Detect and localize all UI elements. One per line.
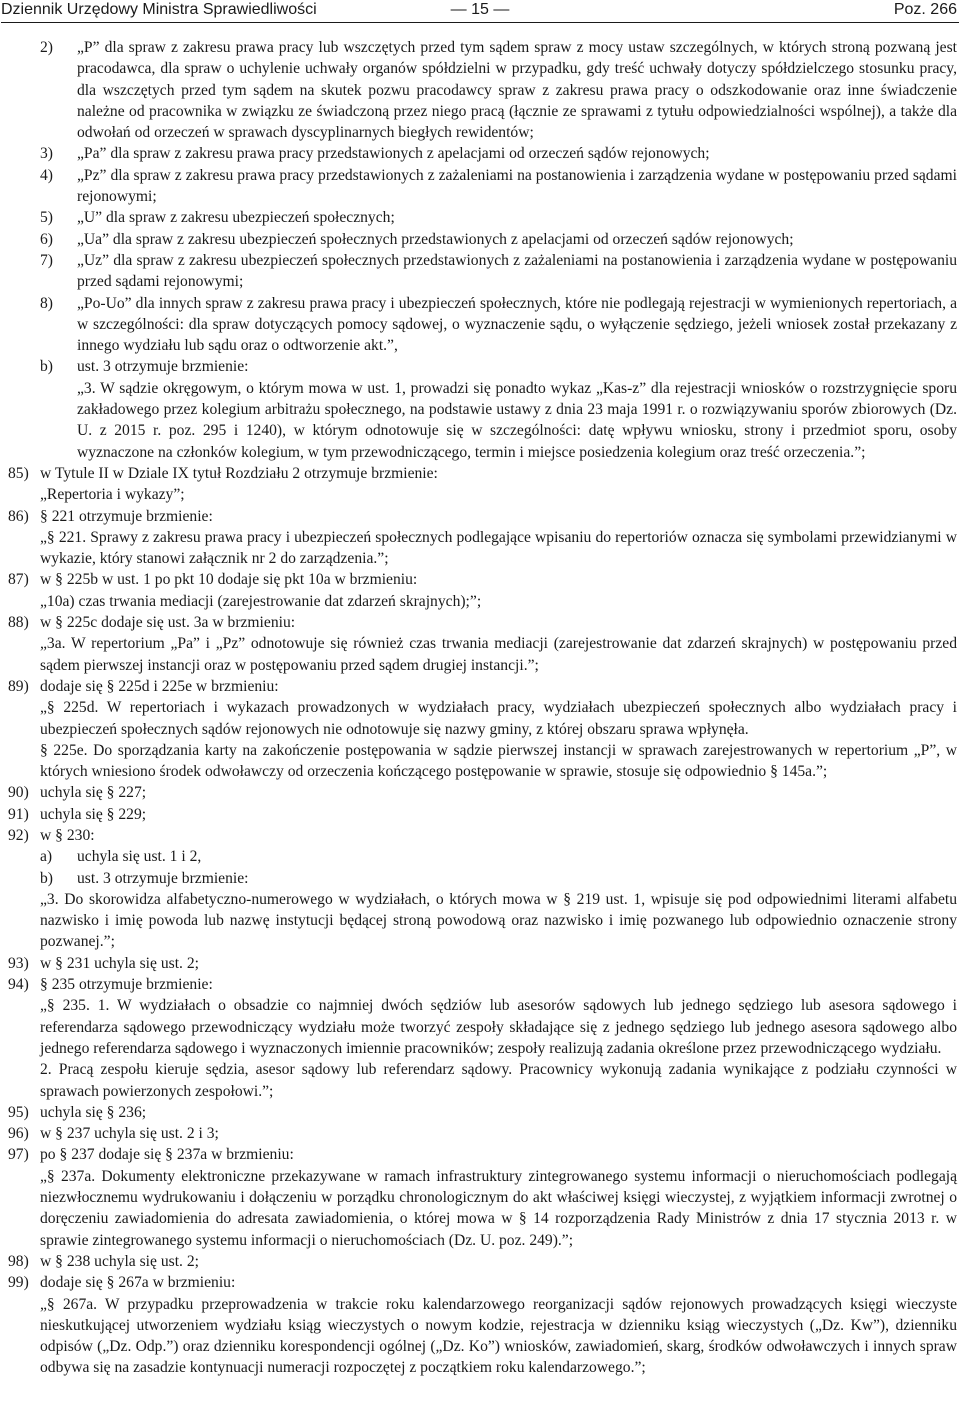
list-item: [0, 825, 960, 846]
item-text: „Ua” dla spraw z zakresu ubezpieczeń społecznych przedstawionych z apelacjami od orzeczeń sądów rejonowych;: [77, 230, 794, 248]
item-text: „Po-Uo” dla innych spraw z zakresu prawa pracy i ubezpieczeń społecznych, które nie podlegają rejestracji w wymienionych repertoriach, a w szczególności: dla spraw dotyczących pomocy sądowej, o wyznaczenie sądu, o wyłączenie sędziego, jeżeli wniosek został przekazany z innego wydziału lub sądu oraz o odtworzenie akt.”,: [77, 294, 957, 355]
item-number: 85): [8, 464, 29, 482]
page-header: [1, 0, 959, 23]
list-item: [0, 37, 960, 143]
item-text: „P” dla spraw z zakresu prawa pracy lub wszczętych przed tym sądem spraw z mocy ustaw szczególnych, w których stroną pozwaną jest pracodawca, dla spraw o uchylenie uchwały organów spółdzielni w przypadku, gdy treść uchwały dotyczy spółdzielczego stosunku pracy, dla wszczętych przed tym sądem na skutek pozwu pracodawcy spraw z zakresu prawa pracy o odszkodowanie oraz inne świadczenie należne od pracownika w związku ze świadczoną przez niego pracą (łącznie ze sprawami z tytułu odpowiedzialności wspólnej), a także dla odwołań od orzeczeń w sprawach dyscyplinarnych biegłych rewidentów;: [77, 39, 957, 142]
quoted-paragraph: [0, 1059, 960, 1102]
item-text: § 225e. Do sporządzania karty na zakończenie postępowania w sądzie pierwszej instancji w sprawach zarejestrowanych w repertorium „P”, w których wniesiono środek odwoławczy od orzeczenia kończącego postępowanie w sprawie, stosuje się odpowiednio § 145a.”;: [40, 741, 957, 781]
quoted-paragraph: [0, 591, 960, 612]
item-text: ust. 3 otrzymuje brzmienie:: [77, 358, 249, 376]
list-item: [0, 1123, 960, 1144]
item-number: b): [40, 358, 53, 376]
item-number: 95): [8, 1103, 29, 1121]
quoted-paragraph: [0, 697, 960, 740]
item-text: w § 230:: [40, 826, 95, 844]
item-text: „§ 267a. W przypadku przeprowadzenia w trakcie roku kalendarzowego reorganizacji sądów rejonowych prowadzących księgi wieczyste nieskutkującej utworzeniem wydziału ksiąg wieczystych o nowym kodzie, rejestracja w dzienniku ksiąg wieczystych („Dz. Kw”), dzienniku odpisów („Dz. Odp.”) oraz dzienniku korespondencji ogólnej („Dz. Ko”) wniosków, zawiadomień, skarg, środków odwoławczych i innych spraw odbywa się na zasadzie kontynuacji numeracji rozpoczętej z początkiem roku kalendarzowego.”;: [40, 1295, 957, 1377]
item-number: 90): [8, 784, 29, 802]
list-item: [0, 250, 960, 293]
item-number: 89): [8, 677, 29, 695]
item-number: a): [40, 848, 53, 866]
item-number: 94): [8, 976, 29, 994]
item-number: 3): [40, 145, 53, 163]
list-item: [0, 229, 960, 250]
list-item: [0, 612, 960, 633]
item-number: 8): [40, 294, 53, 312]
item-text: uchyla się ust. 1 i 2,: [77, 848, 202, 866]
item-text: „Pz” dla spraw z zakresu prawa pracy przedstawionych z zażaleniami na postanowienia i zarządzenia wydane w postępowaniu przed sądami rejonowymi;: [77, 166, 957, 206]
list-item: [0, 846, 960, 867]
item-text: po § 237 dodaje się § 237a w brzmieniu:: [40, 1146, 294, 1164]
item-text: dodaje się § 267a w brzmieniu:: [40, 1274, 236, 1292]
item-text: § 235 otrzymuje brzmienie:: [40, 976, 213, 994]
item-number: b): [40, 869, 53, 887]
item-number: 86): [8, 507, 29, 525]
item-text: 2. Pracą zespołu kieruje sędzia, asesor sądowy lub referendarz sądowy. Pracownicy wykonują zadania wynikające z podziału czynności w sprawach powierzonych zespołowi.”;: [40, 1061, 957, 1100]
item-text: w § 237 uchyla się ust. 2 i 3;: [40, 1125, 219, 1143]
item-text: dodaje się § 225d i 225e w brzmieniu:: [40, 677, 279, 695]
list-item: [0, 676, 960, 697]
list-item: [0, 1144, 960, 1165]
item-text: w § 225b w ust. 1 po pkt 10 dodaje się pkt 10a w brzmieniu:: [40, 571, 418, 589]
item-text: „§ 237a. Dokumenty elektroniczne przekazywane w ramach infrastruktury zintegrowanego systemu informacji o nieruchomościach podlegają niezwłocznemu wydrukowaniu i dołączeniu w porządku chronologicznym do akt właściwej księgi wieczystej, z wyjątkiem informacji zwrotnej o doręczeniu zawiadomienia do adresata zawiadomienia, o której mowa w § 14 rozporządzenia Rady Ministrów z dnia 17 stycznia 2013 r. w sprawie zintegrowanego systemu informacji o nieruchomościach (Dz. U. poz. 249).”;: [40, 1167, 957, 1249]
list-item: [0, 463, 960, 484]
item-number: 91): [8, 805, 29, 823]
item-number: 88): [8, 614, 29, 632]
quoted-paragraph: [0, 633, 960, 676]
item-text: „3a. W repertorium „Pa” i „Pz” odnotowuje się również czas trwania mediacji (zarejestrowanie dat zdarzeń skrajnych) w postępowaniu przed sądem pierwszej instancji oraz w postępowaniu przed sądem drugiej instancji.”;: [40, 635, 957, 674]
item-number: 98): [8, 1252, 29, 1270]
item-text: uchyla się § 227;: [40, 784, 147, 802]
item-text: w Tytule II w Dziale IX tytuł Rozdziału 2 otrzymuje brzmienie:: [40, 464, 438, 482]
item-number: 7): [40, 251, 53, 269]
item-text: „3. W sądzie okręgowym, o którym mowa w ust. 1, prowadzi się ponadto wykaz „Kas-z” dla rejestracji wniosków o rozstrzygnięcie sporu zakładowego przez kolegium arbitrażu społecznego, na podstawie ustawy z dnia 23 maja 1991 r. o rozwiązywaniu sporów zbiorowych (Dz. U. z 2015 r. poz. 295 i 1240), w którym odnotowuje się w szczególności: datę wpływu wniosku, strony i przedmiot sporu, osoby wyznaczone na członków kolegium, w tym przewodniczącego, termin i miejsce posiedzenia kolegium oraz treść orzeczenia.”;: [77, 379, 957, 461]
list-item: [0, 207, 960, 228]
item-text: uchyla się § 229;: [40, 805, 147, 823]
quoted-paragraph: [0, 1294, 960, 1379]
quoted-paragraph: [0, 1166, 960, 1251]
list-item: [0, 782, 960, 803]
list-item: [0, 1102, 960, 1123]
item-number: 2): [40, 39, 53, 56]
item-text: „U” dla spraw z zakresu ubezpieczeń społecznych;: [77, 209, 395, 227]
list-item: [0, 974, 960, 995]
item-text: § 221 otrzymuje brzmienie:: [40, 507, 213, 525]
list-item: [0, 868, 960, 889]
position-number: Poz. 266: [893, 1, 957, 18]
item-text: „10a) czas trwania mediacji (zarejestrowanie dat zdarzeń skrajnych);”;: [40, 592, 482, 610]
item-number: 99): [8, 1274, 29, 1292]
item-number: 87): [8, 571, 29, 589]
quoted-paragraph: [0, 740, 960, 783]
list-item: [0, 1272, 960, 1293]
document-body: [0, 37, 960, 1379]
journal-title: Dziennik Urzędowy Ministra Sprawiedliwości: [1, 1, 317, 18]
item-text: w § 238 uchyla się ust. 2;: [40, 1252, 199, 1270]
item-text: uchyla się § 236;: [40, 1103, 147, 1121]
quoted-paragraph: [0, 995, 960, 1059]
list-item: [0, 356, 960, 377]
item-number: 6): [40, 230, 53, 248]
item-number: 96): [8, 1125, 29, 1143]
item-text: „Pa” dla spraw z zakresu prawa pracy przedstawionych z apelacjami od orzeczeń sądów rejonowych;: [77, 145, 710, 163]
item-text: ust. 3 otrzymuje brzmienie:: [77, 869, 249, 887]
item-text: „§ 225d. W repertoriach i wykazach prowadzonych w wydziałach pracy, wydziałach ubezpieczeń społecznych albo wydziałach pracy i ubezpieczeń społecznych sądów rejonowych nie odnotowuje się nazwy gminy, z której obszaru sprawa wpłynęła.: [40, 699, 957, 738]
list-item: [0, 569, 960, 590]
quoted-paragraph: [0, 527, 960, 570]
item-number: 92): [8, 826, 29, 844]
quoted-paragraph: [0, 484, 960, 505]
list-item: [0, 1251, 960, 1272]
item-text: „§ 221. Sprawy z zakresu prawa pracy i ubezpieczeń społecznych podlegające wpisaniu do repertoriów oznacza się symbolami przewidzianymi w wykazie, który stanowi załącznik nr 2 do zarządzenia.”;: [40, 528, 957, 568]
item-number: 93): [8, 954, 29, 972]
quoted-paragraph: [0, 378, 960, 463]
list-item: [0, 165, 960, 208]
list-item: [0, 143, 960, 164]
list-item: [0, 293, 960, 357]
list-item: [0, 953, 960, 974]
list-item: [0, 804, 960, 825]
item-text: „3. Do skorowidza alfabetyczno-numerowego w wydziałach, o których mowa w § 219 ust. 1, wpisuje się pod odpowiednimi literami alfabetu nazwisko i imię powoda lub nazwę instytucji będącej stroną powodową oraz nazwisko i imię pozwanego lub odpowiednio oznaczenie strony pozwanej.”;: [40, 890, 957, 951]
item-text: w § 231 uchyla się ust. 2;: [40, 954, 199, 972]
page-number: — 15 —: [450, 1, 510, 18]
item-number: 97): [8, 1146, 29, 1164]
item-text: w § 225c dodaje się ust. 3a w brzmieniu:: [40, 614, 296, 632]
item-number: 5): [40, 209, 53, 227]
item-number: 4): [40, 166, 53, 184]
quoted-paragraph: [0, 889, 960, 953]
item-text: „§ 235. 1. W wydziałach o obsadzie co najmniej dwóch sędziów lub asesorów sądowych lub jednego sędziego lub asesora sądowego i referendarza sądowego przewodniczący wydziału może tworzyć zespoły składające się z jednego sędziego lub jednego asesora sądowego albo jednego referendarza sądowego i wyznaczonych imiennie pracowników; zespoły realizują zadania określone przez przewodniczącego wydziału.: [40, 997, 957, 1057]
item-text: „Uz” dla spraw z zakresu ubezpieczeń społecznych przedstawionych z zażaleniami na postanowienia i zarządzenia wydane w postępowaniu przed sądami rejonowymi;: [77, 251, 957, 291]
list-item: [0, 506, 960, 527]
item-text: „Repertoria i wykazy”;: [40, 486, 185, 504]
